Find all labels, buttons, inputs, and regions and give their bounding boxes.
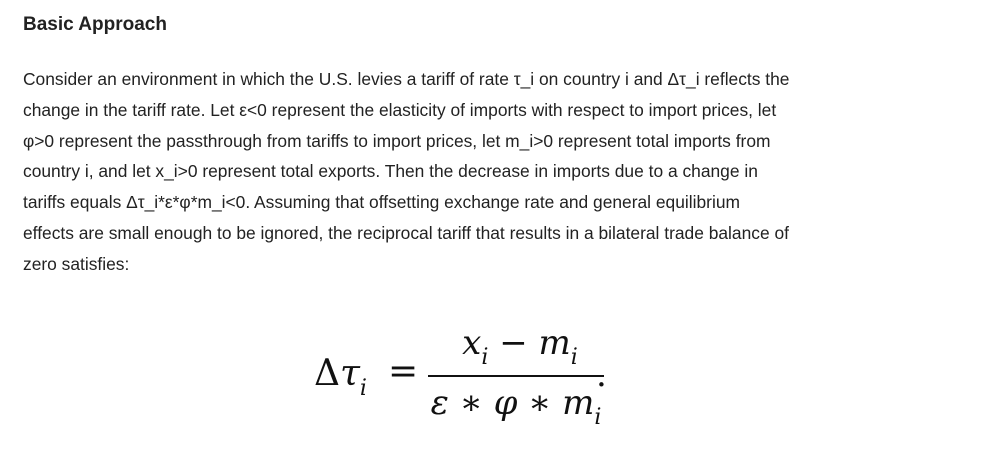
subscript-i: i [359,376,367,401]
times-sign: ∗ [448,383,494,423]
paragraph-line: country i, and let x_i>0 represent total exports. Then the decrease in imports due to a change in [23,161,758,182]
subscript-i: i [594,405,602,430]
exports-var: x [462,323,482,363]
fraction-denominator [428,383,604,430]
imports-var: m [538,323,571,363]
equation-fraction [428,318,606,438]
section-heading: Basic Approach [23,14,167,35]
body-paragraph [23,64,983,280]
tau-symbol: τ [340,353,360,394]
minus-sign: − [488,323,539,363]
epsilon-symbol: ε [430,383,449,423]
subscript-i: i [570,345,578,370]
tariff-equation [300,318,660,438]
fraction-bar [428,375,604,377]
times-sign: ∗ [517,383,563,423]
fraction-numerator [440,323,600,370]
paragraph-line: tariffs equals Δτ_i*ε*φ*m_i<0. Assuming that offsetting exchange rate and general equilibrium [23,192,740,213]
paragraph-line: φ>0 represent the passthrough from tariffs to import prices, let m_i>0 represent total imports from [23,130,771,151]
paragraph-line: effects are small enough to be ignored, the reciprocal tariff that results in a bilateral trade balance of [23,222,789,243]
imports-var: m [562,383,595,423]
paragraph-line: zero satisfies: [23,253,130,274]
paragraph-line: change in the tariff rate. Let ε<0 represent the elasticity of imports with respect to import prices, let [23,99,777,120]
subscript-i: i [481,345,489,370]
phi-symbol: φ [493,383,518,423]
delta-symbol: Δ [314,353,340,394]
equals-sign: = [388,351,419,392]
equation-lhs [314,354,367,399]
paragraph-line: Consider an environment in which the U.S. levies a tariff of rate τ_i on country i and Δτ_i reflects the [23,69,790,89]
equation-period: . [596,355,607,395]
